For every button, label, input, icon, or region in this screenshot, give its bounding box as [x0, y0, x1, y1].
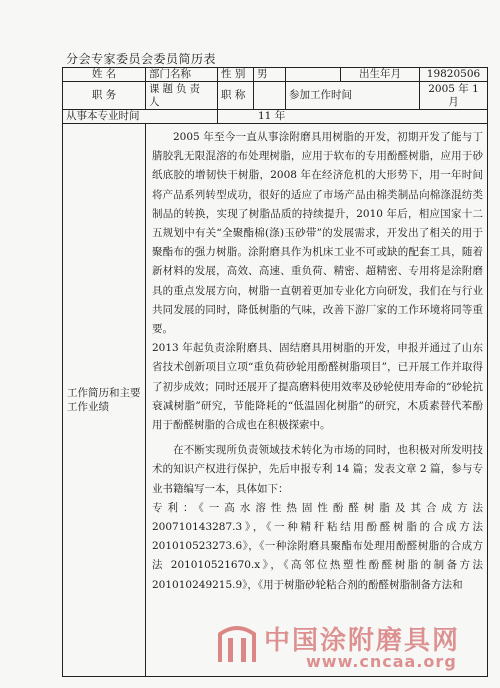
table-row-years — [63, 110, 488, 124]
dept-label: 部门名称 — [146, 68, 218, 82]
post-label: 职 务 — [63, 82, 146, 110]
career-body — [146, 124, 488, 677]
career-paragraph-3: 在不断实现所负责领域技术转化为市场的同时，也积极对所发明技术的知识产权进行保护，先后申报专利 14 篇；发表文章 2 篇，参与专业书籍编写一本，具体如下： — [152, 444, 483, 495]
name-label: 姓 名 — [63, 68, 146, 82]
watermark-logo — [216, 620, 486, 670]
form-title: 分会专家委员会委员简历表 — [66, 52, 217, 66]
years-value: 11 年 — [218, 110, 488, 124]
birth-label: 出生年月 — [341, 68, 420, 82]
work-value: 2005 年 1 月 — [420, 82, 488, 110]
title-label: 职 称 — [218, 82, 254, 110]
title-value — [254, 82, 286, 110]
work-label: 参加工作时间 — [286, 82, 420, 110]
logo-emblem-icon — [216, 620, 258, 666]
birth-value: 19820506 — [420, 68, 488, 82]
career-paragraph-1: 2005 年至今一直从事涂附磨具用树脂的开发，初期开发了能与丁腈胶乳无限混溶的布处理树脂，应用于软布的专用酚醛树脂，应用于砂纸底胶的增韧快干树脂，2008 年在经济危机的大形势下，用一年时间将产品系列转型成功，很好的适应了市场产品由棉类制品向棉涤混纺类制品的转换，实现了树脂品质的持续提升，2010 年后，相应国家十二五规划中有关“全聚酯棉(涤)玉砂带”的发展需求，开发出了相关的用于聚酯布的强力树脂。涂附磨具作为机床工业不可或缺的配套工具，随着新材料的发展，高效、高速、重负荷、精密、超精密、专用将是涂附磨具的重点发展方向，树脂一直朝着更加专业化方向研发，我们在与行业共同发展的同时，降低树脂的气味，改善下游厂家的工作环境将同等重要。 — [152, 131, 483, 336]
gender-label: 性 别 — [218, 68, 254, 82]
years-label: 从事本专业时间 — [63, 110, 218, 124]
post-value: 课题负责人 — [146, 82, 218, 110]
table-row-career — [63, 124, 488, 677]
watermark-text: 中国涂附磨具网 — [264, 626, 461, 656]
patent-list: 专利：《一高水溶性热固性酚醛树脂及其合成方法 200710143287.3》，《一种精秆粘结用酚醛树脂的合成方法 201010523273.6》，《一种涂附磨具聚酯布处理用酚醛树脂的合成方法 201010521670.x》，《高邻位热塑性酚醛树脂的制备方法 201010249215.9》，《用于树脂砂轮粘合剂的酚醛树脂制备方法和 — [152, 501, 483, 591]
gender-value: 男 — [254, 68, 286, 82]
name-value — [286, 68, 341, 82]
table-row-name — [63, 68, 488, 82]
career-paragraph-2: 2013 年起负责涂附磨具、固结磨具用树脂的开发，申报并通过了山东省技术创新项目立项“重负荷砂轮用酚醛树脂项目”，已开展工作并取得了初步成效；同时还展开了提高磨料使用效率及砂轮使用寿命的“砂轮抗衰减树脂”研究，节能降耗的“低温固化树脂”的研究，木质素替代苯酚用于酚醛树脂的合成也在积极探索中。 — [152, 342, 483, 432]
table-row-post — [63, 82, 488, 110]
watermark-url: www.cncaa.org — [306, 652, 457, 671]
resume-table — [62, 67, 488, 677]
career-label: 工作简历和主要工作业绩 — [63, 124, 146, 677]
